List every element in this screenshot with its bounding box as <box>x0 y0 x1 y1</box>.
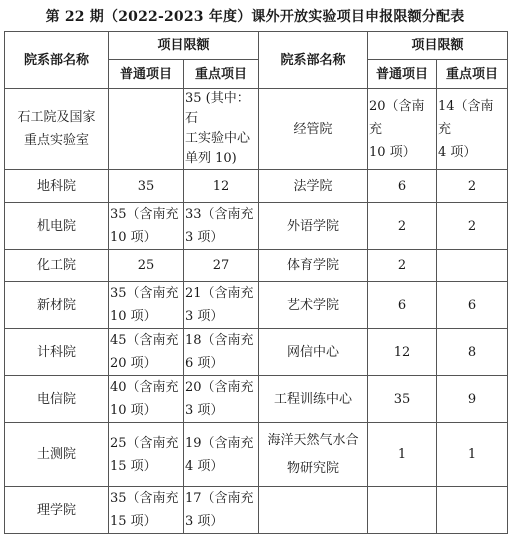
dept-name-cell: 电信院 <box>5 376 109 423</box>
key-quota-cell: 6 <box>437 282 508 329</box>
dept-name-cell: 体育学院 <box>259 250 368 282</box>
header-normal-left: 普通项目 <box>109 60 184 89</box>
dept-name-cell: 工程训练中心 <box>259 376 368 423</box>
key-quota-cell: 8 <box>437 329 508 376</box>
header-dept-name-left: 院系部名称 <box>5 32 109 89</box>
normal-quota-cell: 35 <box>368 376 437 423</box>
normal-quota-cell: 35 <box>109 170 184 203</box>
dept-name-cell: 化工院 <box>5 250 109 282</box>
normal-quota-cell: 20（含南充 10 项） <box>368 89 437 170</box>
dept-name-cell: 土测院 <box>5 423 109 487</box>
normal-quota-cell: 35（含南充 10 项） <box>109 282 184 329</box>
key-quota-cell: 2 <box>437 170 508 203</box>
normal-quota-cell: 45（含南充 20 项） <box>109 329 184 376</box>
header-dept-name-right: 院系部名称 <box>259 32 368 89</box>
normal-quota-cell: 25 <box>109 250 184 282</box>
key-quota-cell <box>437 250 508 282</box>
table-row <box>5 250 508 282</box>
dept-name-cell: 外语学院 <box>259 203 368 250</box>
header-quota-left: 项目限额 <box>109 32 259 60</box>
table-row <box>5 487 508 534</box>
table-row <box>5 170 508 203</box>
dept-name-cell: 经管院 <box>259 89 368 170</box>
normal-quota-cell: 6 <box>368 170 437 203</box>
table-row <box>5 376 508 423</box>
table-row <box>5 203 508 250</box>
key-quota-cell <box>437 487 508 534</box>
normal-quota-cell: 25（含南充 15 项） <box>109 423 184 487</box>
dept-name-cell: 机电院 <box>5 203 109 250</box>
page-title: 第 22 期（2022-2023 年度）课外开放实验项目申报限额分配表 <box>45 9 465 25</box>
dept-name-cell: 理学院 <box>5 487 109 534</box>
normal-quota-cell <box>368 487 437 534</box>
header-key-left: 重点项目 <box>184 60 259 89</box>
normal-quota-cell: 2 <box>368 203 437 250</box>
header-key-right: 重点项目 <box>437 60 508 89</box>
dept-name-cell: 海洋天然气水合 物研究院 <box>259 423 368 487</box>
normal-quota-cell: 6 <box>368 282 437 329</box>
normal-quota-cell: 40（含南充 10 项） <box>109 376 184 423</box>
normal-quota-cell: 2 <box>368 250 437 282</box>
dept-name-cell: 计科院 <box>5 329 109 376</box>
dept-name-cell: 地科院 <box>5 170 109 203</box>
key-quota-cell: 19（含南充 4 项） <box>184 423 259 487</box>
key-quota-cell: 1 <box>437 423 508 487</box>
key-quota-cell: 20（含南充 3 项） <box>184 376 259 423</box>
table-row <box>5 423 508 487</box>
key-quota-cell: 18（含南充 6 项） <box>184 329 259 376</box>
dept-name-cell: 网信中心 <box>259 329 368 376</box>
header-quota-right: 项目限额 <box>368 32 508 60</box>
key-quota-cell: 27 <box>184 250 259 282</box>
key-quota-cell: 35 (其中：石 工实验中心 单列 10) <box>184 89 259 170</box>
key-quota-cell: 14（含南充 4 项） <box>437 89 508 170</box>
quota-table <box>4 31 508 534</box>
key-quota-cell: 12 <box>184 170 259 203</box>
key-quota-cell: 21（含南充 3 项） <box>184 282 259 329</box>
key-quota-cell: 2 <box>437 203 508 250</box>
header-normal-right: 普通项目 <box>368 60 437 89</box>
normal-quota-cell: 12 <box>368 329 437 376</box>
dept-name-cell: 法学院 <box>259 170 368 203</box>
normal-quota-cell: 35（含南充 10 项） <box>109 203 184 250</box>
key-quota-cell: 17（含南充 3 项） <box>184 487 259 534</box>
dept-name-cell: 艺术学院 <box>259 282 368 329</box>
dept-name-cell: 石工院及国家 重点实验室 <box>5 89 109 170</box>
table-row <box>5 329 508 376</box>
normal-quota-cell: 1 <box>368 423 437 487</box>
table-row <box>5 89 508 170</box>
normal-quota-cell <box>109 89 184 170</box>
dept-name-cell: 新材院 <box>5 282 109 329</box>
key-quota-cell: 33（含南充 3 项） <box>184 203 259 250</box>
dept-name-cell <box>259 487 368 534</box>
table-row <box>5 282 508 329</box>
normal-quota-cell: 35（含南充 15 项） <box>109 487 184 534</box>
key-quota-cell: 9 <box>437 376 508 423</box>
